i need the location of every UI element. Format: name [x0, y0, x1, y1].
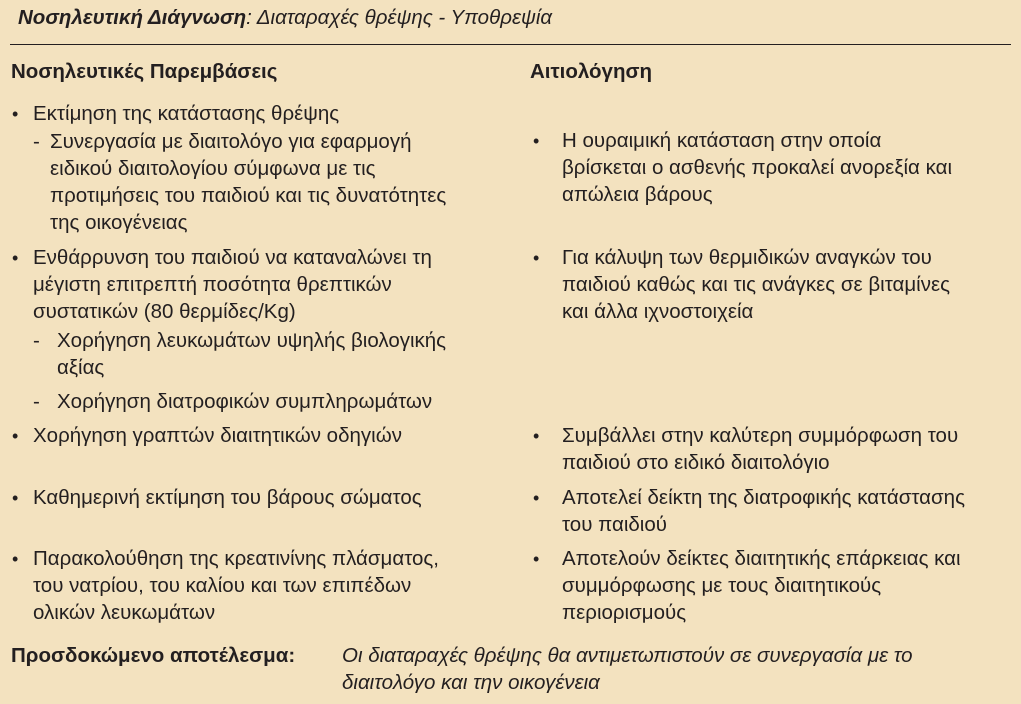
- rationale-5-line-2: συμμόρφωσης με τους διαιτητικούς: [562, 574, 882, 597]
- intervention-5-line-2: του νατρίου, του καλίου και των επιπέδων: [33, 574, 412, 597]
- intervention-2-sub-2: Χορήγηση διατροφικών συμπληρωμάτων: [57, 390, 433, 413]
- expected-outcome-label: Προσδοκώμενο αποτέλεσμα:: [11, 644, 296, 667]
- intervention-3: Χορήγηση γραπτών διαιτητικών οδηγιών: [33, 424, 402, 447]
- expected-outcome-line-1: Οι διαταραχές θρέψης θα αντιμετωπιστούν σε συνεργασία με το: [342, 644, 913, 667]
- expected-outcome-line-2: διαιτολόγο και την οικογένεια: [342, 671, 600, 694]
- bullet-icon: •: [12, 248, 19, 268]
- intervention-1: Εκτίμηση της κατάστασης θρέψης: [33, 102, 340, 125]
- intervention-1-sub-1-line-4: της οικογένειας: [50, 211, 188, 234]
- rationale-2-line-1: Για κάλυψη των θερμιδικών αναγκών του: [562, 246, 932, 269]
- intervention-4: Καθημερινή εκτίμηση του βάρους σώματος: [33, 486, 422, 509]
- dash-icon: -: [33, 390, 40, 413]
- diagnosis-text: Διαταραχές θρέψης - Υποθρεψία: [251, 6, 553, 29]
- intervention-1-sub-1-line-1: Συνεργασία με διαιτολόγο για εφαρμογή: [50, 130, 412, 153]
- rationale-3-line-2: παιδιού στο ειδικό διαιτολόγιο: [562, 451, 830, 474]
- bullet-icon: •: [533, 549, 540, 569]
- rationale-2-line-3: και άλλα ιχνοστοιχεία: [562, 300, 754, 323]
- rationale-1-line-3: απώλεια βάρους: [562, 183, 713, 206]
- bullet-icon: •: [12, 426, 19, 446]
- rationale-1-line-1: Η ουραιμική κατάσταση στην οποία: [562, 129, 882, 152]
- diagnosis-separator: :: [246, 6, 252, 29]
- rationale-1-line-2: βρίσκεται ο ασθενής προκαλεί ανορεξία και: [562, 156, 953, 179]
- bullet-icon: •: [12, 549, 19, 569]
- intervention-2-sub-1-line-2: αξίας: [57, 356, 105, 379]
- intervention-5-line-3: ολικών λευκωμάτων: [33, 601, 216, 624]
- intervention-2-line-2: μέγιστη επιτρεπτή ποσότητα θρεπτικών: [33, 273, 392, 296]
- rationale-5-line-3: περιορισμούς: [562, 601, 687, 624]
- intervention-2-line-3: συστατικών (80 θερμίδες/Kg): [33, 300, 296, 323]
- bullet-icon: •: [12, 488, 19, 508]
- bullet-icon: •: [533, 488, 540, 508]
- intervention-5-line-1: Παρακολούθηση της κρεατινίνης πλάσματος,: [33, 547, 439, 570]
- bullet-icon: •: [533, 426, 540, 446]
- diagnosis-label: Νοσηλευτική Διάγνωση: [18, 6, 247, 29]
- rationale-4-line-1: Αποτελεί δείκτη της διατροφικής κατάστασης: [562, 486, 965, 509]
- intervention-1-sub-1-line-2: ειδικού διαιτολογίου σύμφωνα με τις: [50, 157, 376, 180]
- intervention-2-line-1: Ενθάρρυνση του παιδιού να καταναλώνει τη: [33, 246, 432, 269]
- dash-icon: -: [33, 329, 40, 352]
- header-divider: [10, 44, 1011, 45]
- bullet-icon: •: [533, 131, 540, 151]
- diagnosis-header: [18, 6, 552, 30]
- rationale-heading: Αιτιολόγηση: [530, 60, 653, 83]
- bullet-icon: •: [533, 248, 540, 268]
- rationale-3-line-1: Συμβάλλει στην καλύτερη συμμόρφωση του: [562, 424, 959, 447]
- rationale-4-line-2: του παιδιού: [562, 513, 667, 536]
- intervention-1-sub-1-line-3: προτιμήσεις του παιδιού και τις δυνατότητες: [50, 184, 447, 207]
- rationale-2-line-2: παιδιού καθώς και τις ανάγκες σε βιταμίνες: [562, 273, 950, 296]
- interventions-heading: Νοσηλευτικές Παρεμβάσεις: [11, 60, 278, 83]
- bullet-icon: •: [12, 104, 19, 124]
- rationale-5-line-1: Αποτελούν δείκτες διαιτητικής επάρκειας και: [562, 547, 961, 570]
- intervention-2-sub-1-line-1: Χορήγηση λευκωμάτων υψηλής βιολογικής: [57, 329, 447, 352]
- dash-icon: -: [33, 130, 40, 153]
